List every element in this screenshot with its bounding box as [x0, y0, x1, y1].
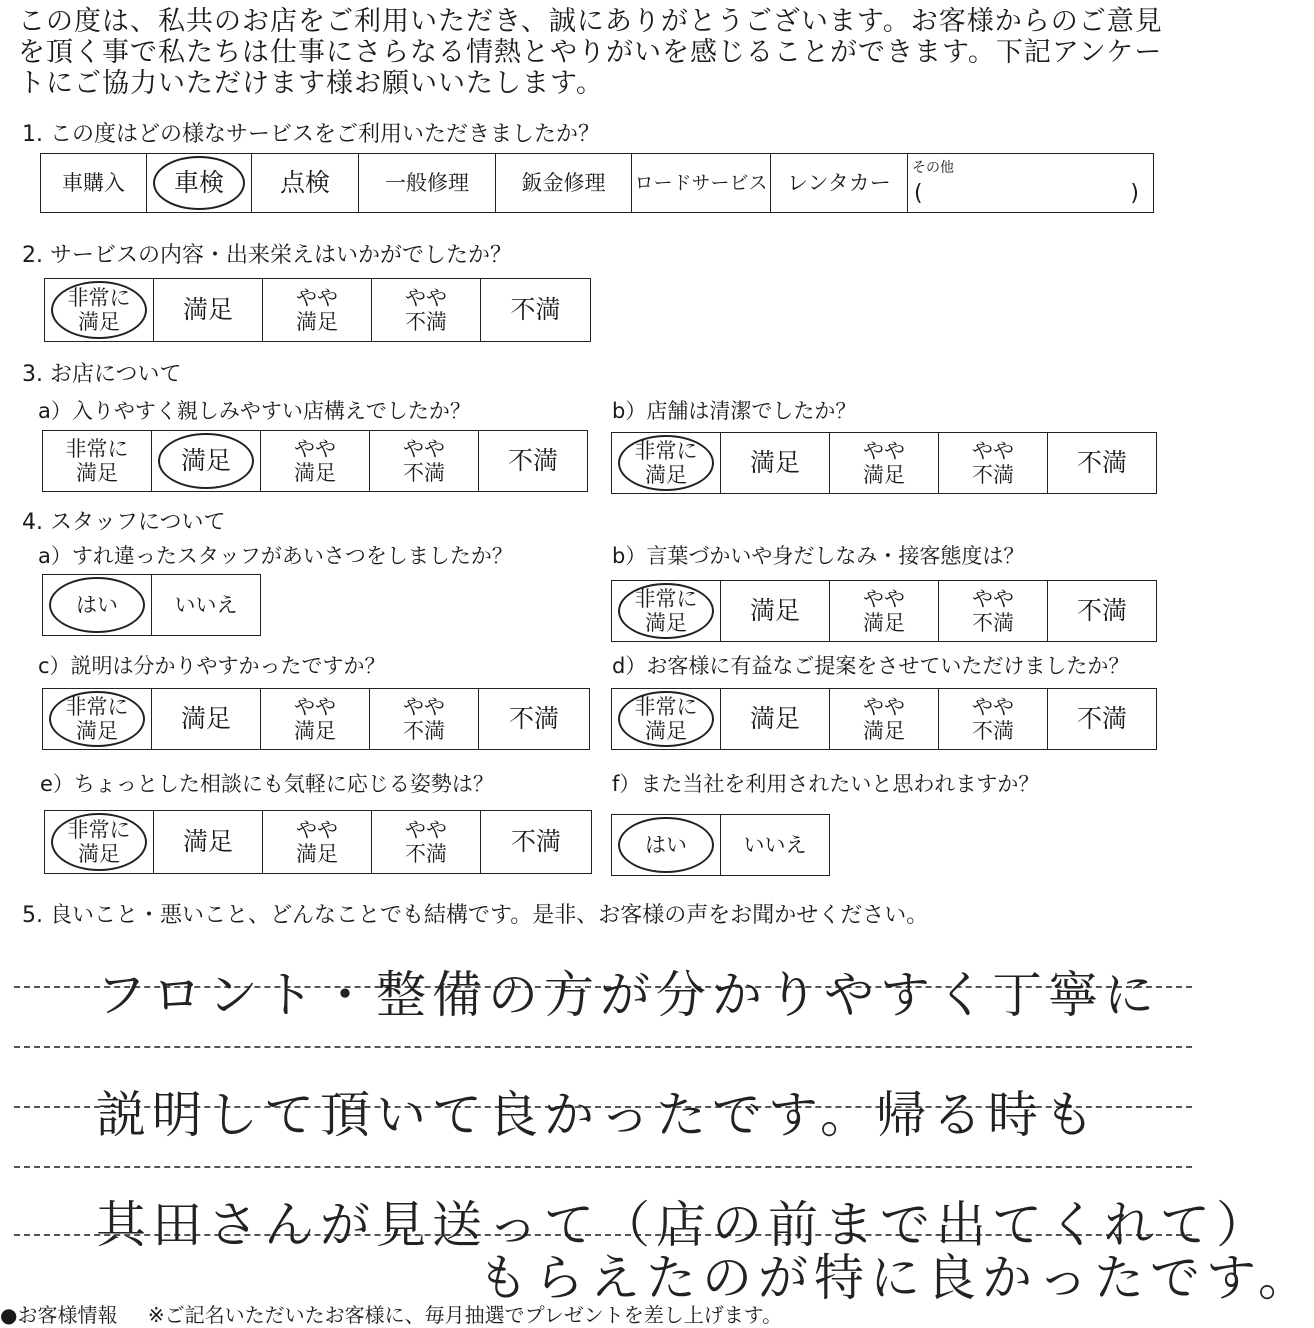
no-option[interactable]: いいえ — [174, 593, 238, 617]
rating-option[interactable]: 非常に 満足 — [612, 581, 721, 641]
customer-info-label: ●お客様情報 — [0, 1303, 118, 1327]
q4e-label: e）ちょっとした相談にも気軽に応じる姿勢は？ — [40, 772, 494, 796]
rating-option[interactable]: やや 満足 — [263, 811, 372, 873]
writing-line — [14, 1166, 1192, 1168]
q4-title: 4. スタッフについて — [22, 510, 226, 535]
q3b-label: b）店舗は清潔でしたか？ — [612, 399, 857, 423]
rating-option[interactable]: やや 不満 — [939, 581, 1048, 641]
rating-option[interactable]: やや 満足 — [830, 581, 939, 641]
q4a-yesno-row — [42, 574, 261, 636]
q3b-rating-row — [611, 432, 1157, 494]
rating-option[interactable]: やや 満足 — [830, 433, 939, 493]
q1-option[interactable]: 鈑金修理 — [496, 154, 632, 212]
q1-option[interactable]: 点検 — [252, 154, 359, 212]
rating-option[interactable]: 非常に 満足 — [45, 279, 154, 341]
rating-option[interactable]: やや 不満 — [939, 689, 1048, 749]
rating-option[interactable]: 非常に 満足 — [45, 811, 154, 873]
rating-option[interactable]: やや 満足 — [263, 279, 372, 341]
q4d-label: d）お客様に有益なご提案をさせていただけましたか？ — [612, 654, 1130, 678]
rating-option[interactable]: 満足 — [721, 433, 830, 493]
q1-title: 1. この度はどの様なサービスをご利用いただきましたか？ — [22, 122, 600, 147]
footer-note: ※ご記名いただいたお客様に、毎月抽選でプレゼントを差し上げます。 — [147, 1303, 783, 1327]
q1-other-field[interactable]: その他 ( ) — [908, 154, 1153, 212]
q1-option[interactable]: 一般修理 — [359, 154, 496, 212]
rating-option[interactable]: 非常に 満足 — [43, 689, 152, 749]
q4a-label: a）すれ違ったスタッフがあいさつをしましたか？ — [38, 544, 513, 568]
q1-option[interactable]: 車購入 — [41, 154, 147, 212]
handwritten-comment-line: 説明して頂いて良かったです。帰る時も — [96, 1086, 1100, 1144]
q2-title: 2. サービスの内容・出来栄えはいかがでしたか？ — [22, 243, 512, 268]
writing-line — [14, 1046, 1192, 1048]
yes-option[interactable]: はい — [43, 575, 152, 635]
handwritten-comment-line: もらえたのが特に良かったです。 — [478, 1249, 1314, 1307]
rating-option[interactable]: やや 不満 — [370, 689, 479, 749]
q3a-rating-row — [42, 430, 588, 492]
rating-option[interactable]: やや 不満 — [370, 431, 479, 491]
rating-option[interactable]: 満足 — [721, 581, 830, 641]
rating-option[interactable]: 不満 — [1076, 448, 1127, 477]
q2-rating-row — [44, 278, 591, 342]
q1-service-row — [40, 153, 1154, 213]
footer — [0, 1299, 782, 1328]
rating-option[interactable]: 非常に 満足 — [612, 689, 721, 749]
rating-option[interactable]: 不満 — [510, 295, 561, 324]
q4c-label: c）説明は分かりやすかったですか？ — [38, 654, 386, 678]
q4c-rating-row — [42, 688, 590, 750]
yes-option[interactable]: はい — [612, 815, 721, 875]
rating-option[interactable]: 満足 — [152, 689, 261, 749]
q1-option[interactable]: レンタカー — [771, 154, 908, 212]
rating-option[interactable]: やや 不満 — [939, 433, 1048, 493]
q4e-rating-row — [44, 810, 592, 874]
rating-option[interactable]: 満足 — [152, 431, 261, 491]
no-option[interactable]: いいえ — [743, 833, 807, 857]
rating-option[interactable]: やや 不満 — [372, 811, 481, 873]
q4b-rating-row — [611, 580, 1157, 642]
rating-option[interactable]: やや 満足 — [261, 431, 370, 491]
q3a-label: a）入りやすく親しみやすい店構えでしたか？ — [38, 399, 471, 423]
q1-option[interactable]: ロードサービス — [632, 154, 771, 212]
rating-option[interactable]: 満足 — [154, 279, 263, 341]
q4f-yesno-row — [611, 814, 830, 876]
rating-option[interactable]: やや 満足 — [830, 689, 939, 749]
rating-option[interactable]: 不満 — [510, 827, 561, 856]
rating-option[interactable]: 不満 — [508, 704, 559, 733]
rating-option[interactable]: 不満 — [1076, 704, 1127, 733]
q4d-rating-row — [611, 688, 1157, 750]
q1-other-label: その他 — [912, 160, 954, 176]
q4b-label: b）言葉づかいや身だしなみ・接客態度は？ — [612, 544, 1025, 568]
rating-option[interactable]: 不満 — [1076, 596, 1127, 625]
rating-option[interactable]: 満足 — [154, 811, 263, 873]
handwritten-comment-line: フロント・整備の方が分かりやすく丁寧に — [96, 966, 1160, 1024]
rating-option[interactable]: 不満 — [507, 446, 558, 475]
rating-option[interactable]: やや 不満 — [372, 279, 481, 341]
q3-title: 3. お店について — [22, 362, 182, 387]
q1-option[interactable]: 車検 — [147, 154, 252, 212]
handwritten-comment-line: 其田さんが見送って（店の前まで出てくれて） — [96, 1196, 1272, 1254]
rating-option[interactable]: 非常に 満足 — [43, 431, 152, 491]
q5-title: 5. 良いこと・悪いこと、どんなことでも結構です。是非、お客様の声をお聞かせください。 — [22, 903, 929, 928]
intro-text: この度は、私共のお店をご利用いただき、誠にありがとうございます。お客様からのご意見を頂く事で私たちは仕事にさらなる情熱とやりがいを感じることができます。下記アンケートにご協力いただけます様お願いいたします。 — [18, 6, 1163, 99]
rating-option[interactable]: やや 満足 — [261, 689, 370, 749]
rating-option[interactable]: 非常に 満足 — [612, 433, 721, 493]
rating-option[interactable]: 満足 — [721, 689, 830, 749]
q4f-label: f）また当社を利用されたいと思われますか？ — [612, 772, 1040, 796]
